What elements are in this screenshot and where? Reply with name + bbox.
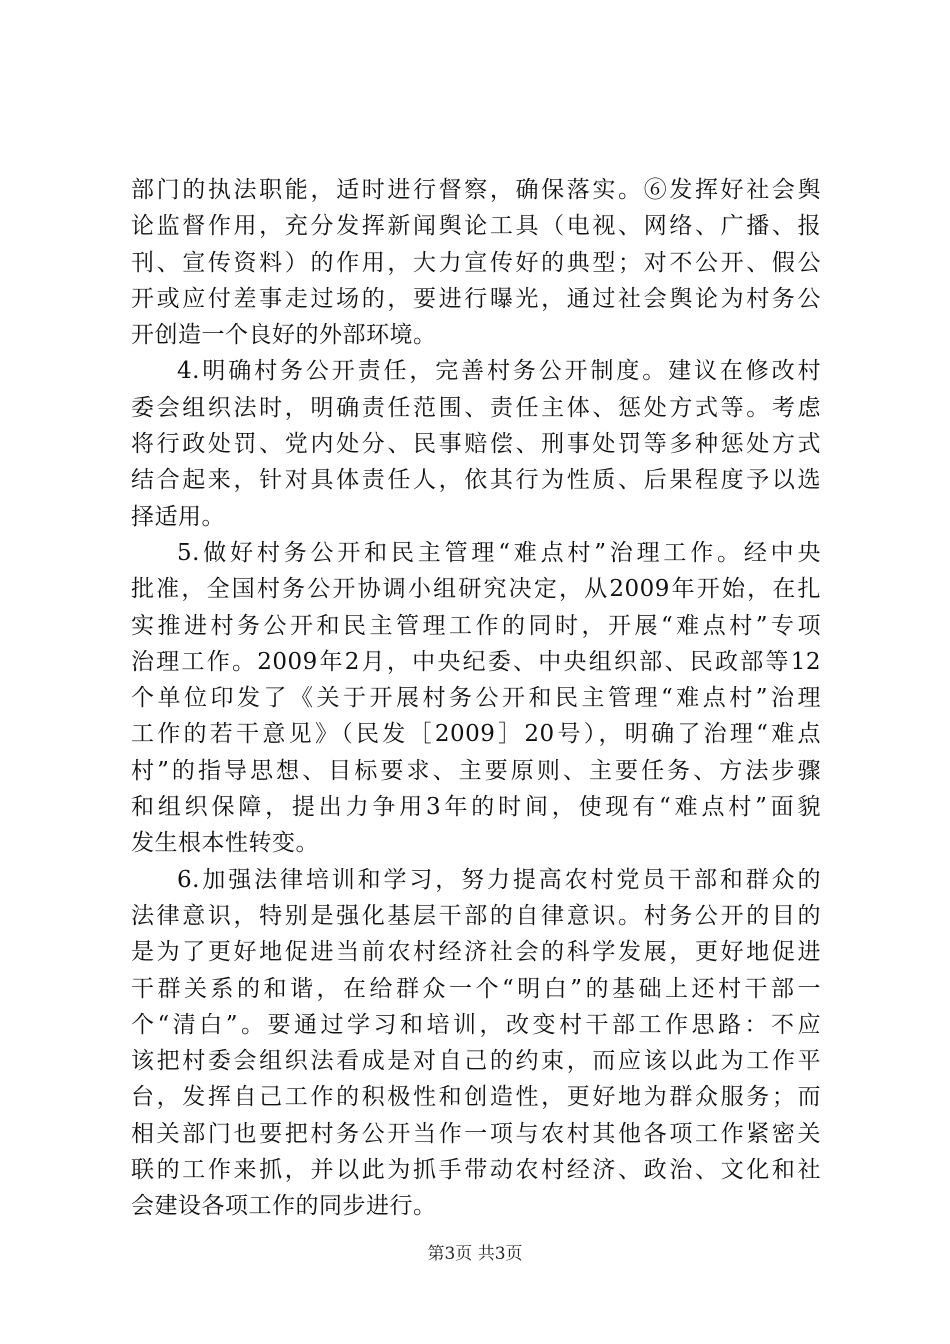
text-line: 发生根本性转变。: [131, 830, 319, 857]
paragraph-4-start: 4.明确村务公开责任，完善村务公开制度。建议在修改村: [177, 358, 821, 385]
text-line: 实推进村务公开和民主管理工作的同时，开展“难点村”专项: [131, 612, 821, 639]
text-line: 相关部门也要把村务公开当作一项与农村其他各项工作紧密关: [131, 1120, 821, 1147]
text-line: 开或应付差事走过场的，要进行曝光，通过社会舆论为村务公: [131, 285, 821, 312]
text-line: 村”的指导思想、目标要求、主要原则、主要任务、方法步骤: [131, 757, 821, 784]
paragraph-5-start: 5.做好村务公开和民主管理“难点村”治理工作。经中央: [177, 539, 821, 566]
text-line: 委会组织法时，明确责任范围、责任主体、惩处方式等。考虑: [131, 394, 821, 421]
text-line: 择适用。: [131, 503, 225, 530]
text-line: 个“清白”。要通过学习和培训，改变村干部工作思路：不应: [131, 1011, 821, 1038]
text-line: 工作的若干意见》（民发［2009］20号），明确了治理“难点: [131, 721, 821, 748]
text-line: 法律意识，特别是强化基层干部的自律意识。村务公开的目的: [131, 902, 821, 929]
text-line: 部门的执法职能，适时进行督察，确保落实。⑥发挥好社会舆: [131, 177, 821, 203]
text-line: 论监督作用，充分发挥新闻舆论工具（电视、网络、广播、报: [131, 213, 821, 240]
text-line: 开创造一个良好的外部环境。: [131, 322, 437, 349]
text-line: 个单位印发了《关于开展村务公开和民主管理“难点村”治理: [131, 685, 821, 712]
paragraph-6-start: 6.加强法律培训和学习，努力提高农村党员干部和群众的: [177, 866, 821, 893]
text-line: 批准，全国村务公开协调小组研究决定，从2009年开始，在扎: [131, 576, 821, 603]
page-number: 第3页 共3页: [427, 1244, 523, 1264]
text-line: 该把村委会组织法看成是对自己的约束，而应该以此为工作平: [131, 1048, 821, 1075]
text-line: 结合起来，针对具体责任人，依其行为性质、后果程度予以选: [131, 467, 821, 494]
text-line: 联的工作来抓，并以此为抓手带动农村经济、政治、文化和社: [131, 1157, 821, 1184]
text-line: 治理工作。2009年2月，中央纪委、中央组织部、民政部等12: [131, 648, 821, 675]
text-line: 刊、宣传资料）的作用，大力宣传好的典型；对不公开、假公: [131, 249, 821, 276]
body-text: [131, 172, 821, 1225]
text-line: 会建设各项工作的同步进行。: [131, 1193, 437, 1220]
page-footer: [0, 1243, 950, 1265]
text-line: 是为了更好地促进当前农村经济社会的科学发展，更好地促进: [131, 939, 821, 966]
text-line: 将行政处罚、党内处分、民事赔偿、刑事处罚等多种惩处方式: [131, 431, 821, 458]
text-line: 干群关系的和谐，在给群众一个“明白”的基础上还村干部一: [131, 975, 821, 1002]
text-line: 和组织保障，提出力争用3年的时间，使现有“难点村”面貌: [131, 794, 821, 821]
text-line: 台，发挥自己工作的积极性和创造性，更好地为群众服务；而: [131, 1084, 821, 1111]
